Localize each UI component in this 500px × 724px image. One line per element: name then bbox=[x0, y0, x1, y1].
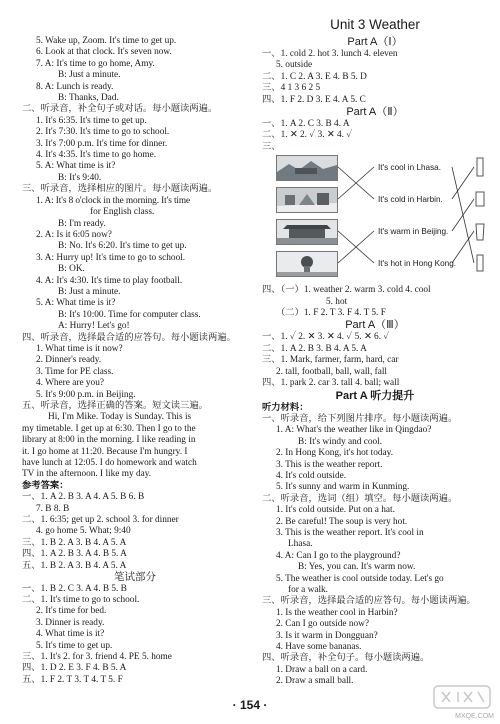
picture-matching-exercise bbox=[262, 155, 488, 283]
caption-harbin: It's cold in Harbin. bbox=[378, 195, 443, 205]
answer-line: 五、1. B 2. A 3. B 4. A 5. A bbox=[22, 560, 127, 571]
watermark-text: MXQE.COM bbox=[455, 713, 494, 720]
answer-line: 一、1. ✓ 2. ✕ 3. ✕ 4. ✓ 5. ✕ 6. ✓ bbox=[262, 332, 390, 343]
answer-line: 2. It's time for bed. bbox=[36, 606, 107, 617]
page-number: · 154 · bbox=[232, 698, 268, 712]
passage-line: it. I go home at 11:20. Because I'm hungry. I bbox=[22, 446, 188, 457]
text-line: 4. Where are you? bbox=[36, 378, 104, 389]
text-line: B: Thanks, Dad. bbox=[58, 93, 119, 104]
answer-line: （二）1. F 2. T 3. F 4. T 5. F bbox=[276, 308, 386, 319]
text-line: 6. Look at that clock. It's seven now. bbox=[36, 47, 172, 58]
caption-hong-kong: It's hot in Hong Kong. bbox=[378, 259, 457, 269]
answer-line: 三、4 1 3 6 2 5 bbox=[262, 83, 321, 94]
text-line: 5. The weather is cool outside today. Let's go bbox=[276, 573, 444, 584]
text-line: 1. It's 6:35. It's time to get up. bbox=[36, 115, 147, 126]
text-line: B: OK. bbox=[58, 264, 85, 275]
text-line: 1. Is the weather cool in Harbin? bbox=[276, 607, 398, 618]
answer-line: 三、1. Mark, farmer, farm, hard, car bbox=[262, 355, 399, 366]
answer-line: 3. Dinner is ready. bbox=[36, 617, 105, 628]
part-heading: Part A 听力提升 bbox=[335, 389, 415, 402]
text-line: 4. It's 4:35. It's time to go home. bbox=[36, 150, 157, 161]
part-heading: Part A（Ⅱ） bbox=[346, 106, 404, 119]
text-line: 5. Wake up, Zoom. It's time to get up. bbox=[36, 36, 177, 46]
text-line: 5. It's sunny and warm in Kunming. bbox=[276, 482, 410, 493]
answer-line: 二、1. It's time to go to school. bbox=[22, 594, 140, 605]
answer-line: 一、1. A 2. B 3. A 4. A 5. B 6. B bbox=[22, 492, 145, 503]
text-line: 4. A: It's 4:30. It's time to play football. bbox=[36, 275, 183, 286]
text-line: 4. It's cold outside. bbox=[276, 470, 347, 481]
text-line: 1. What time is it now? bbox=[36, 343, 123, 354]
answer-line: 二、1. A 2. B 3. B 4. A 5. A bbox=[262, 343, 367, 354]
text-line: A: Hurry! Let's go! bbox=[58, 321, 130, 332]
answer-line: 4. go home 5. What; 9:40 bbox=[36, 526, 131, 537]
answer-line: 一、1. B 2. C 3. A 4. B 5. B bbox=[22, 583, 127, 594]
text-line: 3. This is the weather report. It's cool in bbox=[276, 527, 424, 538]
answer-key-heading: 参考答案： bbox=[22, 480, 69, 491]
passage-line: library at 8:00 in the morning. I like reading in bbox=[22, 435, 196, 446]
caption-beijing: It's warm in Beijing. bbox=[378, 227, 449, 237]
text-line: 1. Draw a ball on a card. bbox=[276, 664, 368, 675]
text-line: 4. Have some bananas. bbox=[276, 642, 362, 653]
text-line: 3. Is it warm in Dongguan? bbox=[276, 630, 378, 641]
text-line: 2. Draw a small ball. bbox=[276, 676, 354, 687]
passage-line: TV in the afternoon. I like my day. bbox=[22, 469, 152, 480]
answer-line: 三、 bbox=[262, 141, 281, 152]
text-line: 2. It's 7:30. It's time to go to school. bbox=[36, 127, 170, 138]
text-line: B: Yes, you can. It's warm now. bbox=[298, 562, 416, 573]
answer-line: 一、1. A 2. C 3. B 4. A bbox=[262, 119, 350, 130]
passage-line: my timetable. I get up at 6:30. Then I go to the bbox=[22, 423, 196, 434]
answer-line: 7. B 8. B bbox=[36, 503, 70, 514]
caption-lhasa: It's cool in Lhasa. bbox=[378, 163, 442, 173]
text-line: 2. Can I go outside now? bbox=[276, 619, 369, 630]
section-heading: 三、听录音，选择最合适的应答句。每小题读两遍。 bbox=[262, 596, 476, 607]
text-line: 1. A: What's the weather like in Qingdao? bbox=[276, 425, 432, 436]
answer-line: 4. What time is it? bbox=[36, 629, 105, 640]
text-line: 1. It's cold outside. Put on a hat. bbox=[276, 505, 395, 516]
answer-line: 二、1. 6:35; get up 2. school 3. for dinner bbox=[22, 515, 179, 526]
clothing-icon bbox=[474, 188, 486, 210]
answer-line: 四、（一）1. weather 2. warm 3. cold 4. cool bbox=[262, 285, 431, 296]
text-line: B: No. It's 6:20. It's time to get up. bbox=[58, 241, 187, 252]
text-line: Lhasa. bbox=[288, 539, 313, 550]
text-line: for a walk. bbox=[288, 585, 329, 595]
answer-line: 五、1. F 2. T 3. T 4. T 5. F bbox=[22, 674, 123, 685]
answer-line: 二、1. C 2. A 3. E 4. B 5. D bbox=[262, 71, 367, 82]
part-heading: Part A（Ⅲ） bbox=[345, 319, 405, 332]
text-line: 3. It's 7:00 p.m. It's time for dinner. bbox=[36, 138, 168, 149]
answer-line: 5. outside bbox=[276, 60, 313, 71]
text-line: 2. In Hong Kong, it's hot today. bbox=[276, 448, 394, 459]
text-line: 1. A: It's 8 o'clock in the morning. It's time bbox=[36, 195, 191, 206]
answer-line: 三、1. It's 2. for 3. friend 4. PE 5. home bbox=[22, 651, 172, 662]
answer-line: 三、1. B 2. A 3. B 4. A 5. A bbox=[22, 537, 127, 548]
text-line: B: Just a minute. bbox=[58, 286, 121, 297]
text-line: 4. A: Can I go to the playground? bbox=[276, 550, 401, 561]
text-line: B: It's 10:00. Time for computer class. bbox=[58, 309, 201, 320]
answer-line: 四、1. A 2. B 3. A 4. B 5. A bbox=[22, 549, 127, 560]
text-line: 3. Time for PE class. bbox=[36, 366, 114, 377]
text-line: B: I'm ready. bbox=[58, 218, 106, 229]
section-heading: 五、听录音，选择正确的答案。短文读三遍。 bbox=[22, 401, 208, 411]
text-line: 3. This is the weather report. bbox=[276, 459, 383, 470]
text-line: 2. Be careful! The soup is very hot. bbox=[276, 516, 408, 527]
passage-line: Hi, I'm Mike. Today is Sunday. This is bbox=[48, 412, 192, 423]
text-line: B: It's windy and cool. bbox=[298, 436, 383, 447]
section-heading: 一、听录音，给下列图片排序。每小题读两遍。 bbox=[262, 413, 458, 424]
section-heading: 三、听录音，选择相应的图片。每小题读两遍。 bbox=[22, 184, 218, 195]
text-line: 5. A: What time is it? bbox=[36, 298, 116, 309]
answer-line: 四、1. park 2. car 3. tall 4. ball; wall bbox=[262, 378, 400, 389]
part-heading: Part A（Ⅰ） bbox=[347, 36, 403, 48]
answer-line: 5. hot bbox=[326, 296, 348, 307]
answer-line: 二、1. ✕ 2. ✓ 3. ✕ 4. ✓ bbox=[262, 130, 353, 141]
answer-line: 2. tall, football, ball, wall, fall bbox=[276, 366, 388, 377]
answer-line: 四、1. F 2. D 3. E 4. A 5. C bbox=[262, 94, 366, 105]
section-heading: 二、听录音，补全句子或对话。每小题读两遍。 bbox=[22, 104, 218, 115]
text-line: B: It's 9:40. bbox=[58, 172, 102, 183]
text-line: for English class. bbox=[90, 207, 155, 218]
clothing-icon bbox=[474, 252, 486, 274]
text-line: 3. A: Hurry up! It's time to go to school. bbox=[36, 252, 186, 263]
right-column bbox=[262, 17, 488, 688]
text-line: 7. A: It's time to go home, Amy. bbox=[36, 58, 155, 69]
text-line: 2. Dinner's ready. bbox=[36, 355, 102, 366]
passage-line: have lunch at 12:05. I do homework and watch bbox=[22, 458, 197, 469]
answer-line: 四、1. D 2. E 3. F 4. B 5. A bbox=[22, 663, 127, 674]
answer-line: 一、1. cold 2. hot 3. lunch 4. eleven bbox=[262, 49, 398, 59]
clothing-icon bbox=[474, 156, 486, 178]
text-line: 2. A: Is it 6:05 now? bbox=[36, 229, 112, 240]
unit-title: Unit 3 Weather bbox=[330, 17, 420, 32]
left-column bbox=[22, 36, 248, 686]
written-part-heading: 笔试部分 bbox=[114, 572, 156, 584]
text-line: 8. A: Lunch is ready. bbox=[36, 81, 114, 92]
text-line: 5. It's 9:00 p.m. in Beijing. bbox=[36, 389, 136, 400]
answer-line: 5. It's time to get up. bbox=[36, 640, 113, 651]
section-heading: 四、听录音，补全句子。每小题读两遍。 bbox=[262, 653, 430, 664]
section-heading: 听力材料： bbox=[262, 402, 309, 413]
section-heading: 四、听录音，选择最合适的应答句。每小题读两遍。 bbox=[22, 332, 236, 343]
clothing-icon bbox=[474, 220, 486, 242]
text-line: 5. A: What time is it? bbox=[36, 161, 116, 172]
section-heading: 二、听录音，选词（组）填空。每小题读两遍。 bbox=[262, 493, 458, 504]
text-line: B: Just a minute. bbox=[58, 70, 121, 81]
